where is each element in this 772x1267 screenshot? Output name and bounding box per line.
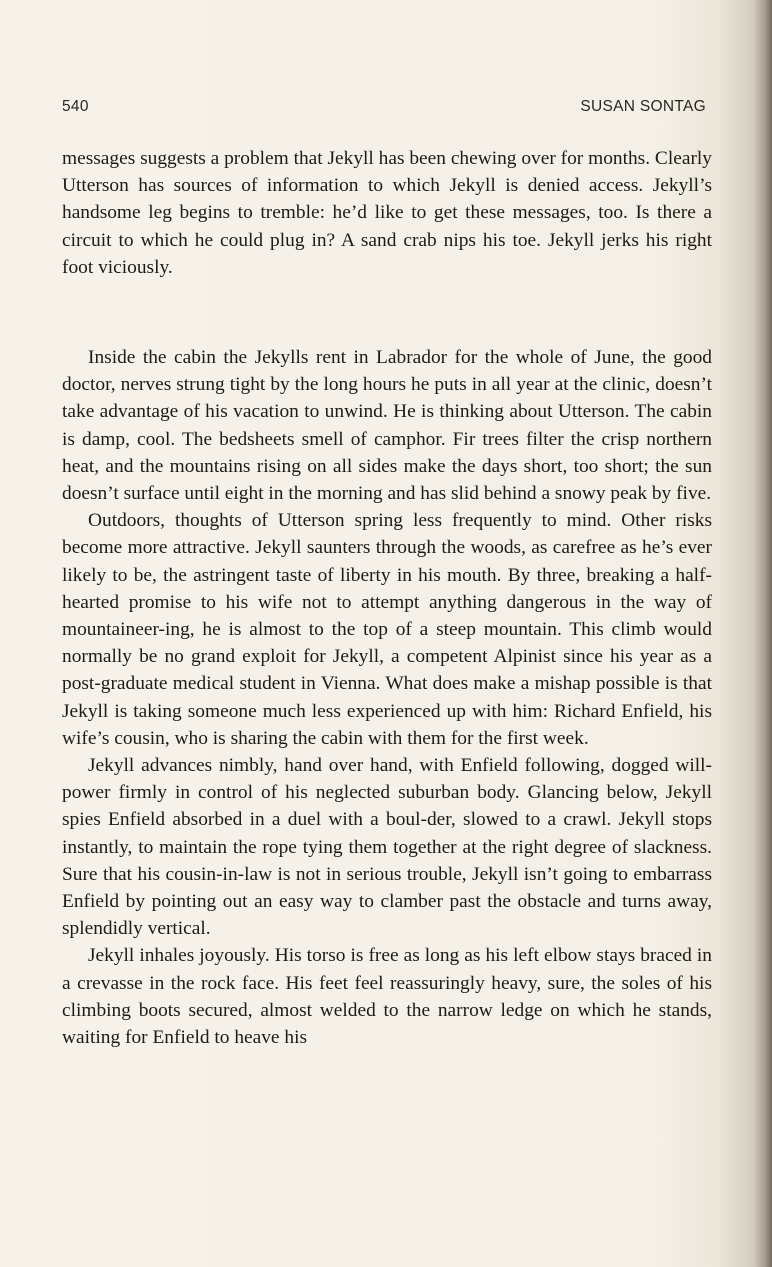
paragraph: Jekyll advances nimbly, hand over hand, with Enfield following, dogged will-power firmly in control of his neglected suburban body. Glancing below, Jekyll spies Enfield absorbed in a duel with a boul-der, slowed to a crawl. Jekyll stops instantly, to maintain the rope tying them together at the right degree of slackness. Sure that his cousin-in-law is not in serious trouble, Jekyll isn’t going to embarrass Enfield by pointing out an easy way to clamber past the obstacle and turns away, splendidly vertical. [62, 755, 712, 940]
page-number: 540 [62, 98, 89, 115]
spine-shadow [754, 0, 772, 1267]
section-break [62, 281, 712, 344]
paragraph: Outdoors, thoughts of Utterson spring less frequently to mind. Other risks become more attractive. Jekyll saunters through the woods, as carefree as he’s ever likely to be, the astringent taste of liberty in his mouth. By three, breaking a half-hearted promise to his wife not to attempt anything dangerous in the way of mountaineer-ing, he is almost to the top of a steep mountain. This climb would normally be no grand exploit for Jekyll, a competent Alpinist since his year as a post-graduate medical student in Vienna. What does make a mishap possible is that Jekyll is taking someone much less experienced up with him: Richard Enfield, his wife’s cousin, who is sharing the cabin with them for the first week. [62, 510, 712, 749]
body-text [62, 145, 712, 1051]
running-head [62, 98, 706, 120]
paragraph: Jekyll inhales joyously. His torso is free as long as his left elbow stays braced in a crevasse in the rock face. His feet feel reassuringly heavy, sure, the soles of his climbing boots secured, almost welded to the narrow ledge on which he stands, waiting for Enfield to heave his [62, 945, 712, 1049]
paragraph: Inside the cabin the Jekylls rent in Labrador for the whole of June, the good doctor, nerves strung tight by the long hours he puts in all year at the clinic, doesn’t take advantage of his vacation to unwind. He is thinking about Utterson. The cabin is damp, cool. The bedsheets smell of camphor. Fir trees filter the crisp northern heat, and the mountains rising on all sides make the days short, too short; the sun doesn’t surface until eight in the morning and has slid behind a snowy peak by five. [62, 347, 712, 505]
running-head-author: SUSAN SONTAG [580, 98, 706, 115]
paragraph: messages suggests a problem that Jekyll has been chewing over for months. Clearly Utterson has sources of information to which Jekyll is denied access. Jekyll’s handsome leg begins to tremble: he’d like to get these messages, too. Is there a circuit to which he could plug in? A sand crab nips his toe. Jekyll jerks his right foot viciously. [62, 148, 712, 278]
